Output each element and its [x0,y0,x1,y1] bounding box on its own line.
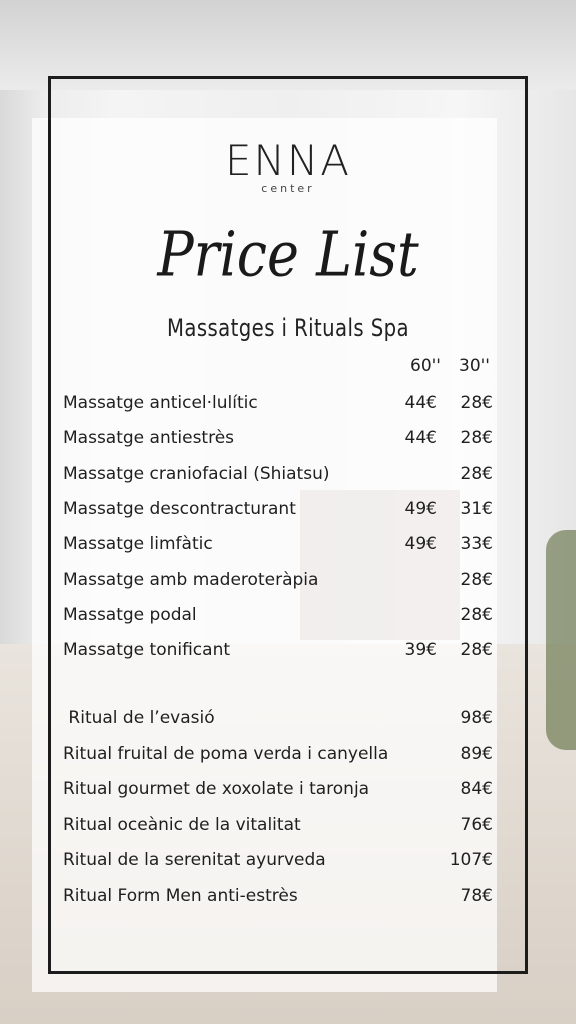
price-30: 33€ [460,534,493,555]
ritual-price: 84€ [460,779,493,799]
price-60: 44€ [404,428,437,449]
ritual-price: 78€ [460,885,493,906]
price-60: 49€ [404,498,437,519]
page-title: Price List [157,218,419,291]
ritual-row [63,850,493,884]
massage-name: Massatge limfàtic [63,534,213,555]
ritual-price: 107€ [449,850,493,870]
ritual-row [63,779,493,813]
price-60: 49€ [404,534,437,555]
massage-name: Massatge podal [63,604,197,625]
price-30: 28€ [460,640,493,661]
massage-name: Massatge descontracturant [63,498,296,519]
massage-name: Massatge anticel·lulític [63,393,258,413]
price-30: 31€ [460,498,493,519]
massage-row [63,534,493,568]
massage-row [63,428,493,462]
price-30: 28€ [460,569,493,590]
massage-row [63,570,493,604]
ritual-row [63,744,493,778]
ritual-row [63,815,493,849]
massage-row [63,605,493,639]
ritual-name: Ritual gourmet de xoxolate i taronja [63,779,370,799]
page-subtitle: Massatges i Rituals Spa [166,314,410,342]
price-30: 28€ [460,428,493,449]
ritual-price: 89€ [460,743,493,764]
price-60: 44€ [404,393,437,413]
price-30: 28€ [460,393,493,413]
ritual-price: 76€ [460,814,493,835]
price-60: 39€ [404,640,437,661]
price-30: 28€ [460,604,493,625]
brand-logo [0,138,576,195]
massage-row [63,499,493,533]
ritual-name: Ritual de la serenitat ayurveda [63,850,326,870]
price-30: 28€ [460,463,493,484]
ritual-name: Ritual de l’evasió [63,708,215,728]
massage-row [63,464,493,498]
column-header-30: 30'' [459,356,490,376]
ritual-price: 98€ [460,708,493,728]
ritual-row [63,708,493,742]
massage-row [63,393,493,427]
background-plant [546,530,576,750]
ritual-name: Ritual oceànic de la vitalitat [63,814,301,835]
ritual-row [63,886,493,920]
massage-name: Massatge craniofacial (Shiatsu) [63,463,330,484]
massage-name: Massatge antiestrès [63,428,235,449]
ritual-name: Ritual Form Men anti-estrès [63,885,298,906]
brand-name: ENNA [224,136,352,185]
brand-sub: center [261,182,315,195]
ritual-name: Ritual fruital de poma verda i canyella [63,743,389,764]
column-header-60: 60'' [410,356,441,376]
massage-row [63,640,493,674]
massage-name: Massatge amb maderoteràpia [63,569,319,590]
massage-name: Massatge tonificant [63,640,231,661]
